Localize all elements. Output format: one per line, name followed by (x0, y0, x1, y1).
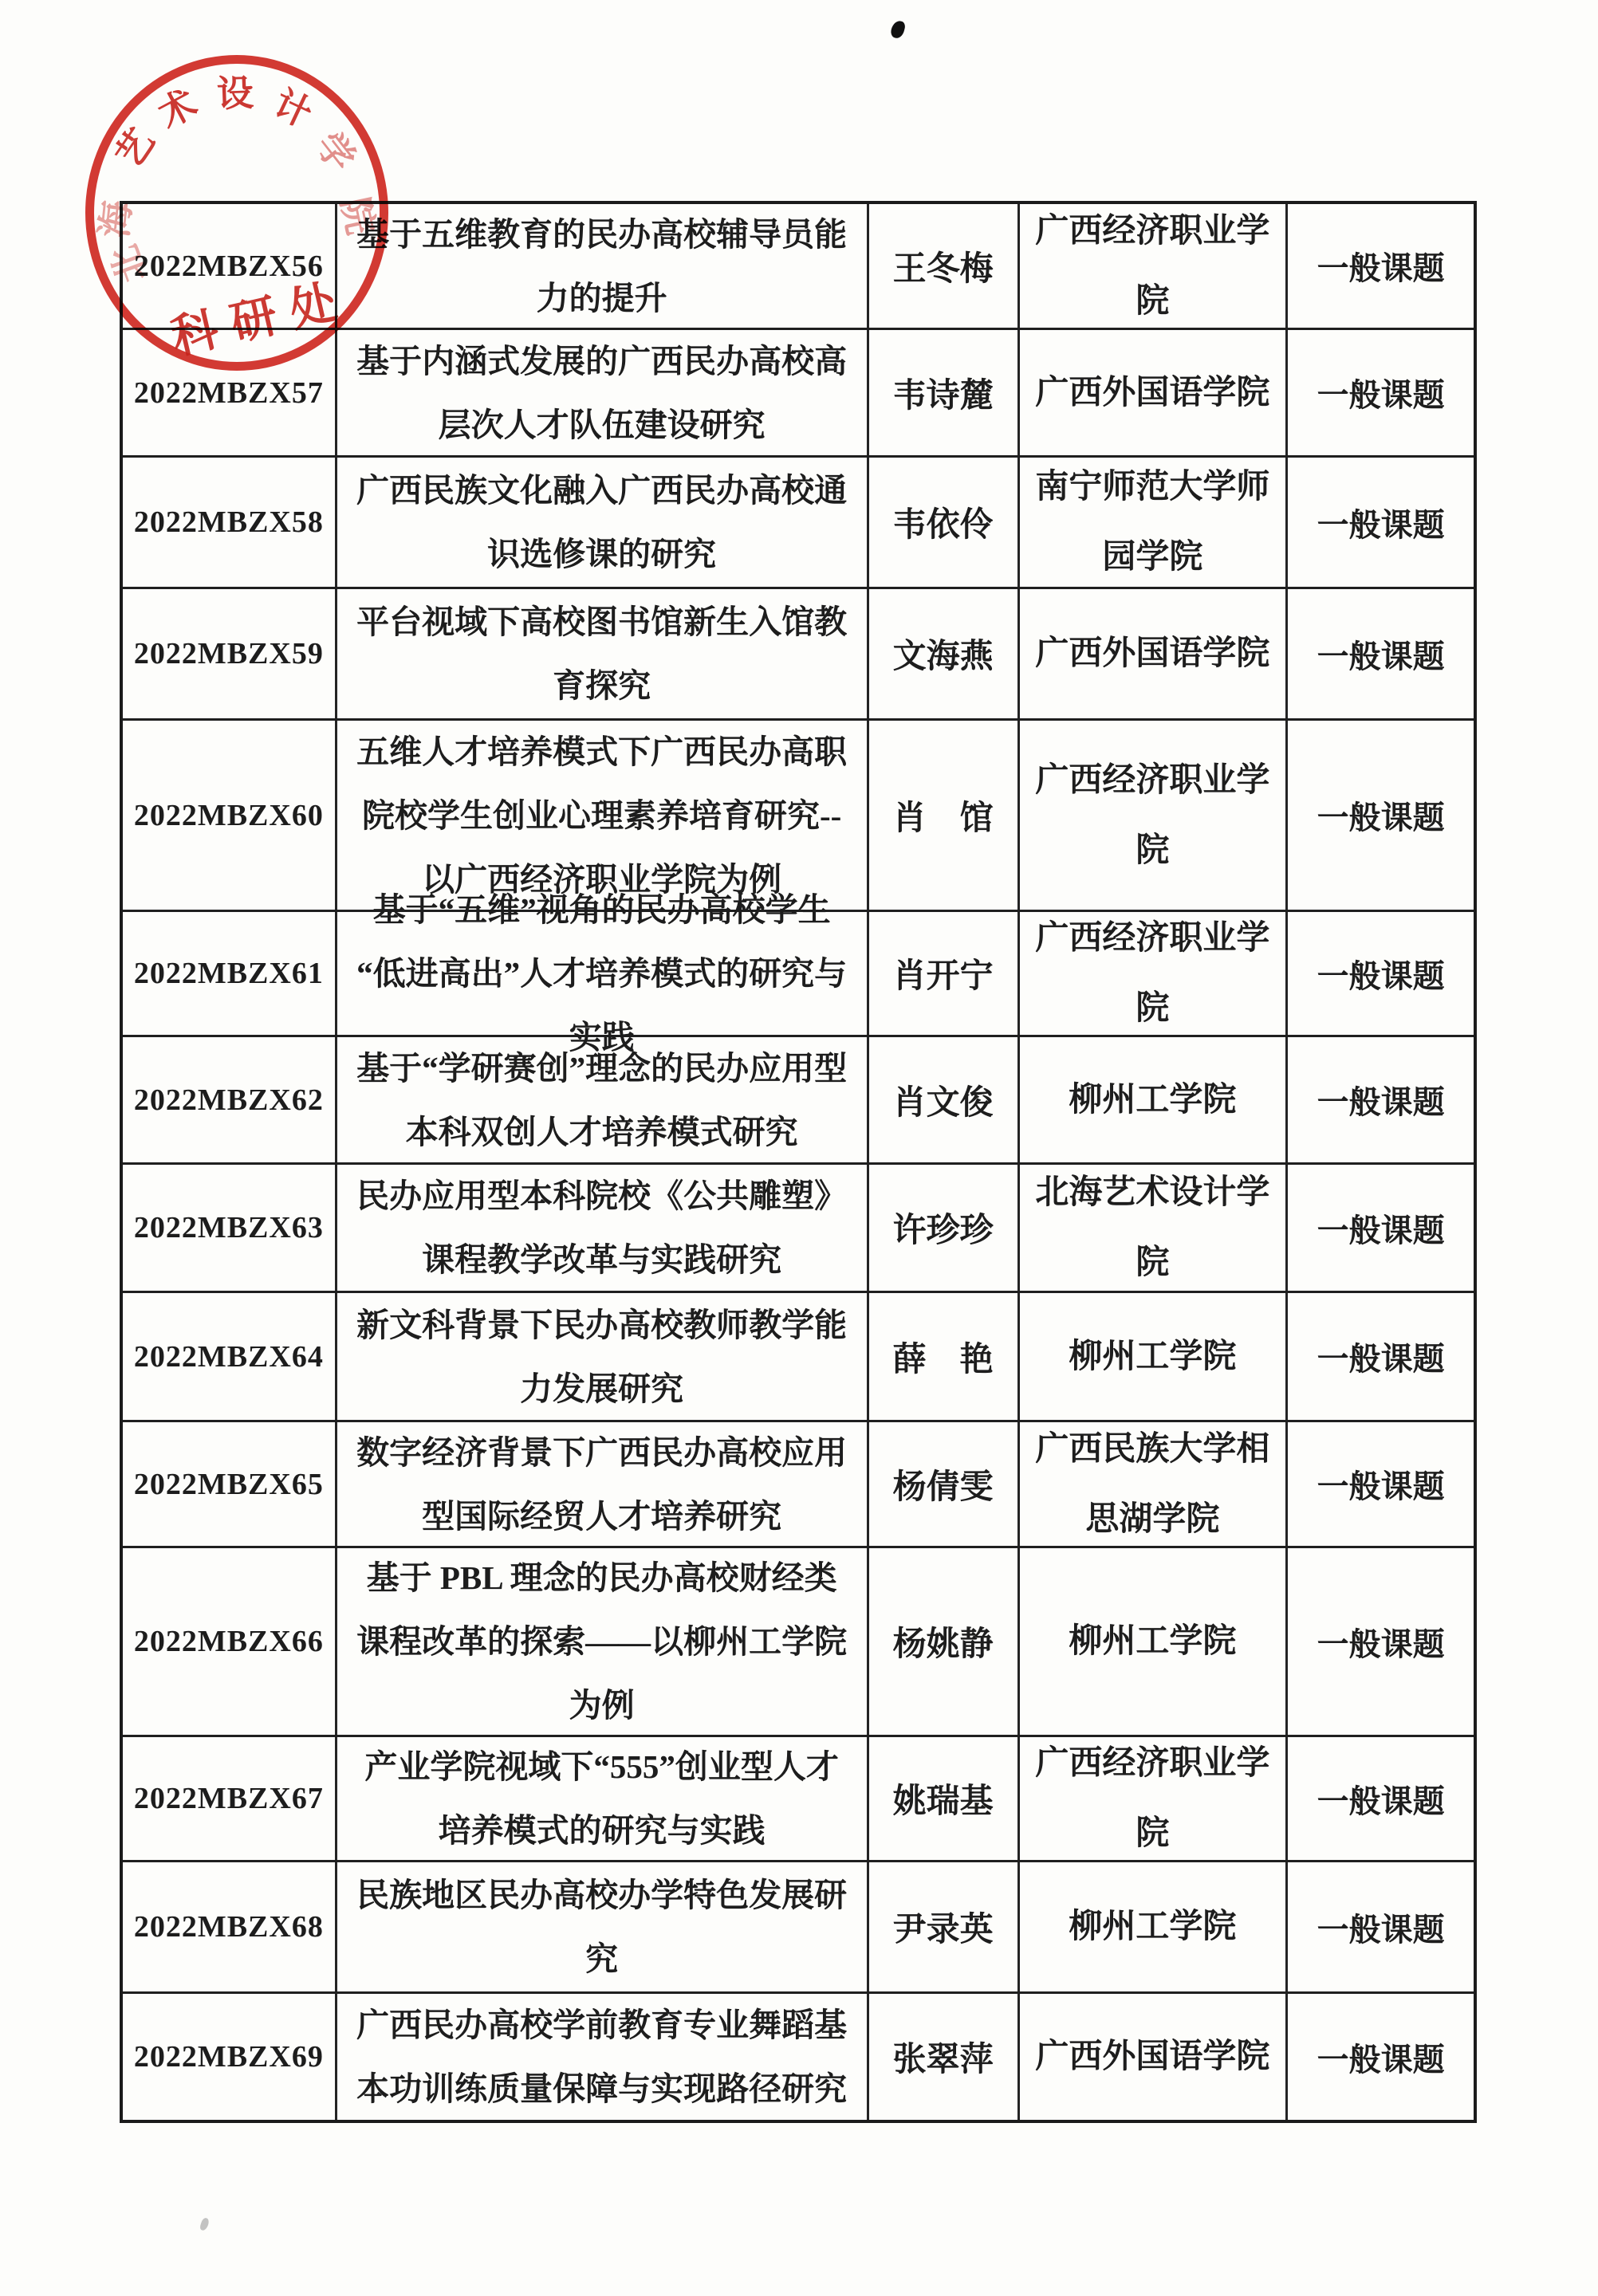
ink-speck-icon (199, 2217, 211, 2231)
institution-cell: 广西民族大学相思湖学院 (1020, 1422, 1288, 1546)
category-cell: 一般课题 (1317, 638, 1445, 674)
project-title-cell: 五维人才培养模式下广西民办高职院校学生创业心理素养培育研究--以广西经济职业学院为例 (337, 721, 869, 910)
category-cell: 一般课题 (1317, 1212, 1445, 1248)
seal-arc-char: 海 (93, 199, 139, 240)
table-row (123, 458, 1474, 589)
table-row (123, 1737, 1474, 1862)
project-code-cell: 2022MBZX60 (123, 721, 337, 910)
category-cell: 一般课题 (1317, 1468, 1445, 1504)
project-title-cell: 基于 PBL 理念的民办高校财经类课程改革的探索——以柳州工学院为例 (337, 1548, 869, 1735)
leader-cell: 许珍珍 (869, 1165, 1020, 1291)
category-cell: 一般课题 (1317, 377, 1445, 413)
leader-cell: 文海燕 (869, 589, 1020, 718)
project-title-cell: 民族地区民办高校办学特色发展研究 (337, 1862, 869, 1991)
leader-cell: 姚瑞基 (869, 1737, 1020, 1860)
project-title-cell: 数字经济背景下广西民办高校应用型国际经贸人才培养研究 (337, 1422, 869, 1546)
leader-cell: 尹录英 (869, 1862, 1020, 1991)
project-title-cell: 广西民族文化融入广西民办高校通识选修课的研究 (337, 458, 869, 587)
seal-arc-char: 院 (333, 194, 382, 238)
table-row (123, 204, 1474, 330)
institution-cell: 广西外国语学院 (1020, 589, 1288, 718)
leader-cell: 韦依伶 (869, 458, 1020, 587)
project-code-cell: 2022MBZX58 (123, 458, 337, 587)
table-row (123, 330, 1474, 458)
project-title-cell: 平台视域下高校图书馆新生入馆教育探究 (337, 589, 869, 718)
project-code-cell: 2022MBZX64 (123, 1293, 337, 1420)
table-row (123, 1422, 1474, 1548)
seal-arc-char: 艺 (108, 121, 163, 175)
seal-arc-char: 术 (152, 82, 204, 136)
project-code-cell: 2022MBZX67 (123, 1737, 337, 1860)
category-cell: 一般课题 (1317, 506, 1445, 543)
institution-cell: 广西外国语学院 (1020, 1994, 1288, 2120)
project-code-cell: 2022MBZX62 (123, 1037, 337, 1162)
table-row (123, 1994, 1474, 2120)
project-title-cell: 基于“学研赛创”理念的民办应用型本科双创人才培养模式研究 (337, 1037, 869, 1162)
project-title-cell: 广西民办高校学前教育专业舞蹈基本功训练质量保障与实现路径研究 (337, 1994, 869, 2120)
institution-cell: 南宁师范大学师园学院 (1020, 458, 1288, 587)
institution-cell: 柳州工学院 (1020, 1862, 1288, 1991)
seal-arc-char: 计 (267, 82, 318, 136)
category-cell: 一般课题 (1317, 1341, 1445, 1377)
project-title-cell: 民办应用型本科院校《公共雕塑》课程教学改革与实践研究 (337, 1165, 869, 1291)
project-code-cell: 2022MBZX59 (123, 589, 337, 718)
leader-cell: 薛 艳 (869, 1293, 1020, 1420)
project-title-cell: 基于“五维”视角的民办高校学生“低进高出”人才培养模式的研究与实践 (337, 912, 869, 1035)
project-title-cell: 产业学院视域下“555”创业型人才培养模式的研究与实践 (337, 1737, 869, 1860)
leader-cell: 肖 馆 (869, 721, 1020, 910)
category-cell: 一般课题 (1317, 2041, 1445, 2078)
seal-office-label: 科研处 (166, 273, 356, 364)
institution-cell: 广西经济职业学院 (1020, 912, 1288, 1035)
leader-cell: 杨姚静 (869, 1548, 1020, 1735)
leader-cell: 张翠萍 (869, 1994, 1020, 2120)
table-row (123, 589, 1474, 721)
institution-cell: 广西经济职业学院 (1020, 204, 1288, 328)
project-code-cell: 2022MBZX69 (123, 1994, 337, 2120)
category-cell: 一般课题 (1317, 957, 1445, 994)
seal-arc-char: 设 (216, 73, 254, 115)
project-code-cell: 2022MBZX57 (123, 330, 337, 455)
institution-cell: 柳州工学院 (1020, 1037, 1288, 1162)
leader-cell: 杨倩雯 (869, 1422, 1020, 1546)
leader-cell: 肖文俊 (869, 1037, 1020, 1162)
project-code-cell: 2022MBZX63 (123, 1165, 337, 1291)
institution-cell: 广西外国语学院 (1020, 330, 1288, 455)
table-row (123, 1293, 1474, 1422)
project-title-cell: 基于五维教育的民办高校辅导员能力的提升 (337, 204, 869, 328)
category-cell: 一般课题 (1317, 250, 1445, 286)
project-code-cell: 2022MBZX68 (123, 1862, 337, 1991)
project-code-cell: 2022MBZX56 (123, 204, 337, 328)
table-row (123, 1037, 1474, 1165)
project-title-cell: 新文科背景下民办高校教师教学能力发展研究 (337, 1293, 869, 1420)
table-row (123, 1165, 1474, 1293)
institution-cell: 柳州工学院 (1020, 1293, 1288, 1420)
table-row (123, 1548, 1474, 1737)
project-title-cell: 基于内涵式发展的广西民办高校高层次人才队伍建设研究 (337, 330, 869, 455)
institution-cell: 北海艺术设计学院 (1020, 1165, 1288, 1291)
seal-arc-char: 学 (308, 124, 363, 179)
category-cell: 一般课题 (1317, 1911, 1445, 1948)
leader-cell: 肖开宁 (869, 912, 1020, 1035)
seal-arc-char: 北 (103, 239, 155, 289)
institution-cell: 柳州工学院 (1020, 1548, 1288, 1735)
project-code-cell: 2022MBZX61 (123, 912, 337, 1035)
category-cell: 一般课题 (1317, 800, 1445, 835)
category-cell: 一般课题 (1317, 1783, 1445, 1819)
leader-cell: 王冬梅 (869, 204, 1020, 328)
category-cell: 一般课题 (1317, 1626, 1445, 1662)
table-row (123, 1862, 1474, 1994)
table-row (123, 891, 1474, 1056)
project-code-cell: 2022MBZX65 (123, 1422, 337, 1546)
institution-cell: 广西经济职业学院 (1020, 1737, 1288, 1860)
leader-cell: 韦诗麓 (869, 330, 1020, 455)
category-cell: 一般课题 (1317, 1084, 1445, 1120)
ink-speck-icon (890, 19, 907, 39)
projects-table (120, 201, 1477, 2123)
project-code-cell: 2022MBZX66 (123, 1548, 337, 1735)
institution-cell: 广西经济职业学院 (1020, 721, 1288, 910)
